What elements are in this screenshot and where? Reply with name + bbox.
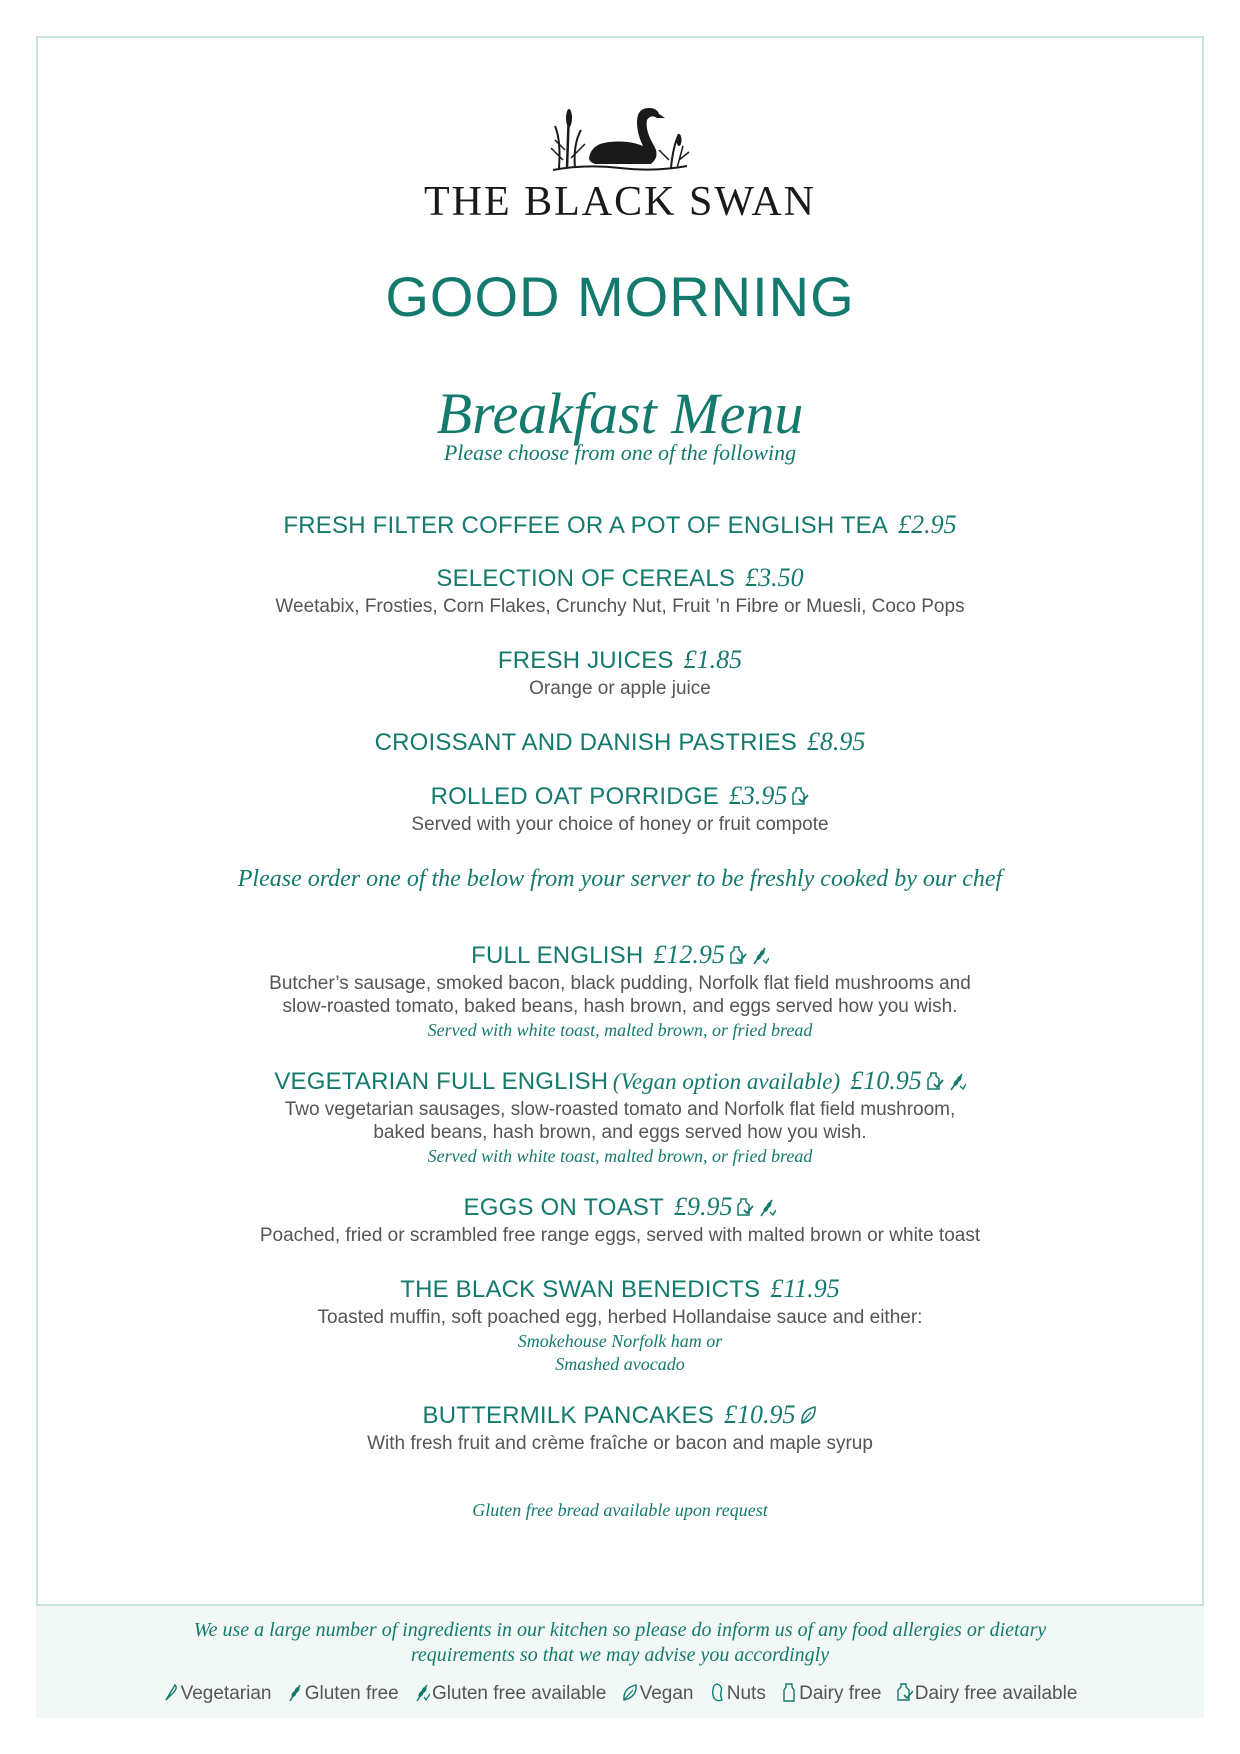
item-price: £10.95	[850, 1066, 922, 1095]
legend-dairy-free	[781, 1683, 881, 1704]
item-description-line: Butcher’s sausage, smoked bacon, black pudding, Norfolk flat field mushrooms and	[269, 973, 971, 994]
menu-title: Breakfast Menu	[436, 381, 804, 446]
item-title: FRESH FILTER COFFEE OR A POT OF ENGLISH TEA	[283, 512, 889, 539]
menu-item-porridge	[0, 781, 1240, 836]
item-option: Smashed avocado	[555, 1354, 685, 1374]
item-title: CROISSANT AND DANISH PASTRIES	[374, 729, 797, 756]
menu-item-full-english	[0, 940, 1240, 1041]
item-price: £10.95	[723, 1400, 796, 1429]
menu-item-juices	[0, 645, 1240, 700]
item-description: Poached, fried or scrambled free range eggs, served with malted brown or white toast	[259, 1225, 981, 1246]
legend-gluten-free-available	[414, 1683, 606, 1704]
legend-vegan	[622, 1683, 694, 1704]
item-description: Weetabix, Frosties, Corn Flakes, Crunchy Nut, Fruit ’n Fibre or Muesli, Coco Pops	[275, 596, 965, 617]
item-option: Smokehouse Norfolk ham or	[517, 1331, 723, 1351]
menu-item-pancakes	[0, 1400, 1240, 1455]
item-price: £3.50	[745, 563, 804, 592]
legend-nuts	[709, 1683, 766, 1704]
item-price: £11.95	[770, 1274, 840, 1303]
legend-label: Vegetarian	[180, 1683, 272, 1704]
nut-icon	[709, 1682, 725, 1702]
item-served-with: Served with white toast, malted brown, or fried bread	[427, 1020, 813, 1040]
item-title: BUTTERMILK PANCAKES	[422, 1402, 714, 1429]
vegetarian-icon	[163, 1682, 179, 1702]
gluten-free-available-icon	[414, 1682, 430, 1702]
allergy-line: We use a large number of ingredients in our kitchen so please do inform us of any food allergies or dietary	[193, 1619, 1047, 1641]
item-price: £2.95	[898, 510, 957, 539]
gluten-free-available-icon	[948, 1070, 966, 1092]
item-title: SELECTION OF CEREALS	[436, 565, 736, 592]
menu-item-cereals	[0, 563, 1240, 618]
item-title: THE BLACK SWAN BENEDICTS	[400, 1276, 761, 1303]
greeting-heading: GOOD MORNING	[385, 265, 855, 328]
order-note: Please order one of the below from your server to be freshly cooked by our chef	[237, 866, 1003, 892]
legend-dairy-free-available	[897, 1683, 1078, 1704]
item-price: £9.95	[673, 1192, 733, 1221]
allergy-footer	[36, 1604, 1204, 1718]
allergy-notice	[36, 1618, 1204, 1668]
dairy-free-available-icon	[897, 1682, 913, 1702]
item-price: £8.95	[806, 727, 866, 756]
dairy-free-available-icon	[791, 785, 809, 807]
swan-logo-icon	[545, 100, 695, 176]
item-description-line: slow-roasted tomato, baked beans, hash brown, and eggs served how you wish.	[282, 996, 958, 1017]
item-description: Orange or apple juice	[529, 678, 711, 699]
gluten-free-icon	[287, 1682, 303, 1702]
menu-item-vegetarian-full-english	[0, 1066, 1240, 1167]
item-title: FRESH JUICES	[497, 647, 674, 674]
item-title: FULL ENGLISH	[471, 942, 644, 969]
item-title: EGGS ON TOAST	[463, 1194, 664, 1221]
legend-vegetarian	[163, 1683, 272, 1704]
dairy-free-available-icon	[736, 1196, 754, 1218]
vegan-icon	[622, 1682, 638, 1702]
menu-item-pastries	[0, 727, 1240, 757]
dairy-free-available-icon	[926, 1070, 944, 1092]
menu-item-coffee-tea	[0, 510, 1240, 540]
item-description: With fresh fruit and crème fraîche or bacon and maple syrup	[367, 1433, 873, 1454]
legend-label: Nuts	[726, 1683, 766, 1704]
vegan-icon	[799, 1404, 817, 1426]
item-title: VEGETARIAN FULL ENGLISH	[274, 1068, 609, 1095]
menu-item-benedicts	[0, 1274, 1240, 1375]
legend-label: Dairy free	[799, 1683, 882, 1704]
dairy-free-icon	[781, 1682, 797, 1702]
item-served-with: Served with white toast, malted brown, or fried bread	[427, 1146, 813, 1166]
menu-item-eggs-on-toast	[0, 1192, 1240, 1247]
legend-label: Gluten free	[304, 1683, 399, 1704]
gluten-free-available-icon	[751, 944, 769, 966]
dairy-free-available-icon	[729, 944, 747, 966]
item-description	[0, 1098, 1240, 1144]
item-description-line: Two vegetarian sausages, slow-roasted tomato and Norfolk flat field mushroom,	[284, 1099, 956, 1120]
legend-label: Dairy free available	[914, 1683, 1078, 1704]
brand-name: THE BLACK SWAN	[424, 179, 816, 225]
item-price: £1.85	[683, 645, 743, 674]
logo	[0, 100, 1240, 226]
menu-subtitle: Please choose from one of the following	[443, 440, 797, 465]
legend-label: Gluten free available	[432, 1683, 607, 1704]
item-description: Served with your choice of honey or fruit compote	[411, 814, 829, 835]
legend-gluten-free	[287, 1683, 399, 1704]
gluten-free-available-icon	[758, 1196, 776, 1218]
allergy-line: requirements so that we may advise you accordingly	[410, 1644, 830, 1666]
item-description-line: baked beans, hash brown, and eggs served how you wish.	[373, 1122, 867, 1143]
item-price: £12.95	[653, 940, 725, 969]
vegan-option-note: (Vegan option available)	[612, 1069, 841, 1094]
dietary-legend	[36, 1682, 1204, 1705]
item-price: £3.95	[728, 781, 788, 810]
gluten-free-note: Gluten free bread available upon request	[472, 1500, 768, 1520]
item-description	[0, 972, 1240, 1018]
item-title: ROLLED OAT PORRIDGE	[430, 783, 719, 810]
item-description: Toasted muffin, soft poached egg, herbed Hollandaise sauce and either:	[317, 1307, 923, 1328]
legend-label: Vegan	[639, 1683, 694, 1704]
